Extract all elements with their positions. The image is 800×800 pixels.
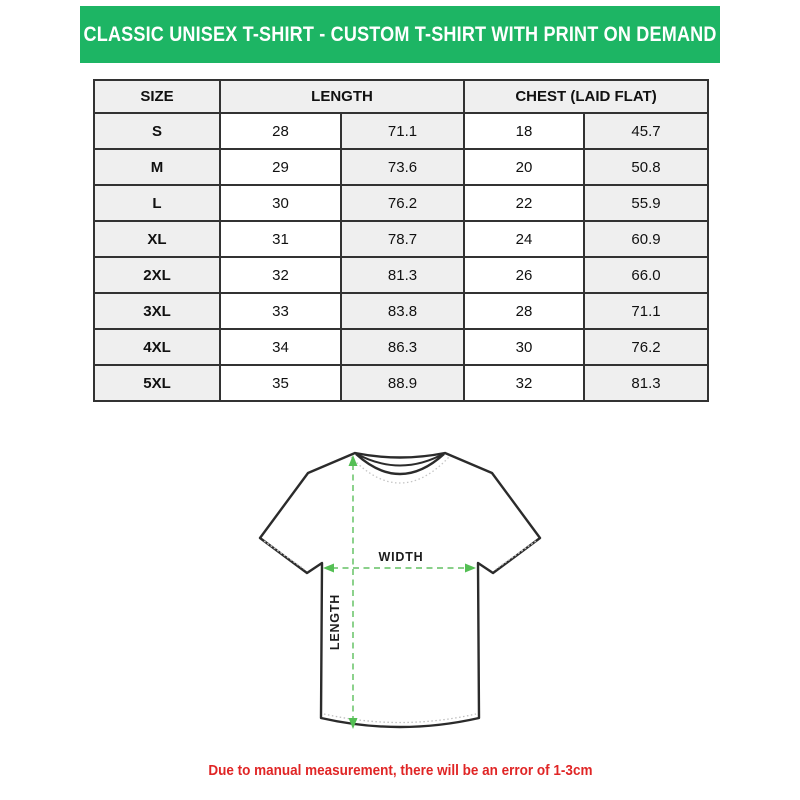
tshirt-outline xyxy=(260,453,540,727)
cell-length-cm: 73.6 xyxy=(341,149,464,185)
cell-length-cm: 81.3 xyxy=(341,257,464,293)
cell-length-cm: 78.7 xyxy=(341,221,464,257)
cell-length-cm: 83.8 xyxy=(341,293,464,329)
cell-chest-cm: 60.9 xyxy=(584,221,708,257)
cell-chest-in: 30 xyxy=(464,329,584,365)
tshirt-diagram xyxy=(250,445,550,735)
header-length: LENGTH xyxy=(220,80,464,113)
cell-size: 2XL xyxy=(94,257,220,293)
table-row xyxy=(94,329,708,365)
header-row xyxy=(94,80,708,113)
table-row xyxy=(94,293,708,329)
cell-length-in: 31 xyxy=(220,221,341,257)
cell-length-cm: 88.9 xyxy=(341,365,464,401)
cell-length-in: 29 xyxy=(220,149,341,185)
cell-chest-in: 28 xyxy=(464,293,584,329)
cell-length-in: 33 xyxy=(220,293,341,329)
cell-size: XL xyxy=(94,221,220,257)
cell-size: L xyxy=(94,185,220,221)
cell-chest-in: 24 xyxy=(464,221,584,257)
page-title: CLASSIC UNISEX T-SHIRT - CUSTOM T-SHIRT WITH PRINT ON DEMAND xyxy=(83,22,717,46)
cell-chest-cm: 81.3 xyxy=(584,365,708,401)
cell-chest-cm: 55.9 xyxy=(584,185,708,221)
cell-chest-in: 18 xyxy=(464,113,584,149)
cell-length-cm: 71.1 xyxy=(341,113,464,149)
cell-chest-cm: 45.7 xyxy=(584,113,708,149)
size-chart-table xyxy=(93,79,709,402)
cell-chest-in: 20 xyxy=(464,149,584,185)
table-row xyxy=(94,257,708,293)
length-label: LENGTH xyxy=(328,593,342,651)
cell-chest-cm: 71.1 xyxy=(584,293,708,329)
cell-length-in: 34 xyxy=(220,329,341,365)
cell-size: 4XL xyxy=(94,329,220,365)
cell-chest-cm: 66.0 xyxy=(584,257,708,293)
cell-size: M xyxy=(94,149,220,185)
cell-chest-in: 26 xyxy=(464,257,584,293)
cell-chest-cm: 50.8 xyxy=(584,149,708,185)
header-chest: CHEST (LAID FLAT) xyxy=(464,80,708,113)
measurement-note xyxy=(0,762,800,780)
cell-length-in: 32 xyxy=(220,257,341,293)
table-row xyxy=(94,221,708,257)
title-banner xyxy=(80,6,720,63)
cell-size: 5XL xyxy=(94,365,220,401)
table-row xyxy=(94,149,708,185)
cell-chest-in: 32 xyxy=(464,365,584,401)
table-row xyxy=(94,113,708,149)
cell-size: S xyxy=(94,113,220,149)
cell-size: 3XL xyxy=(94,293,220,329)
cell-length-in: 30 xyxy=(220,185,341,221)
header-size: SIZE xyxy=(94,80,220,113)
cell-length-cm: 76.2 xyxy=(341,185,464,221)
cell-length-in: 28 xyxy=(220,113,341,149)
table-row xyxy=(94,185,708,221)
measurement-note-text: Due to manual measurement, there will be an error of 1-3cm xyxy=(207,762,593,779)
table-row xyxy=(94,365,708,401)
cell-chest-in: 22 xyxy=(464,185,584,221)
cell-chest-cm: 76.2 xyxy=(584,329,708,365)
width-label: WIDTH xyxy=(378,550,424,564)
cell-length-cm: 86.3 xyxy=(341,329,464,365)
cell-length-in: 35 xyxy=(220,365,341,401)
